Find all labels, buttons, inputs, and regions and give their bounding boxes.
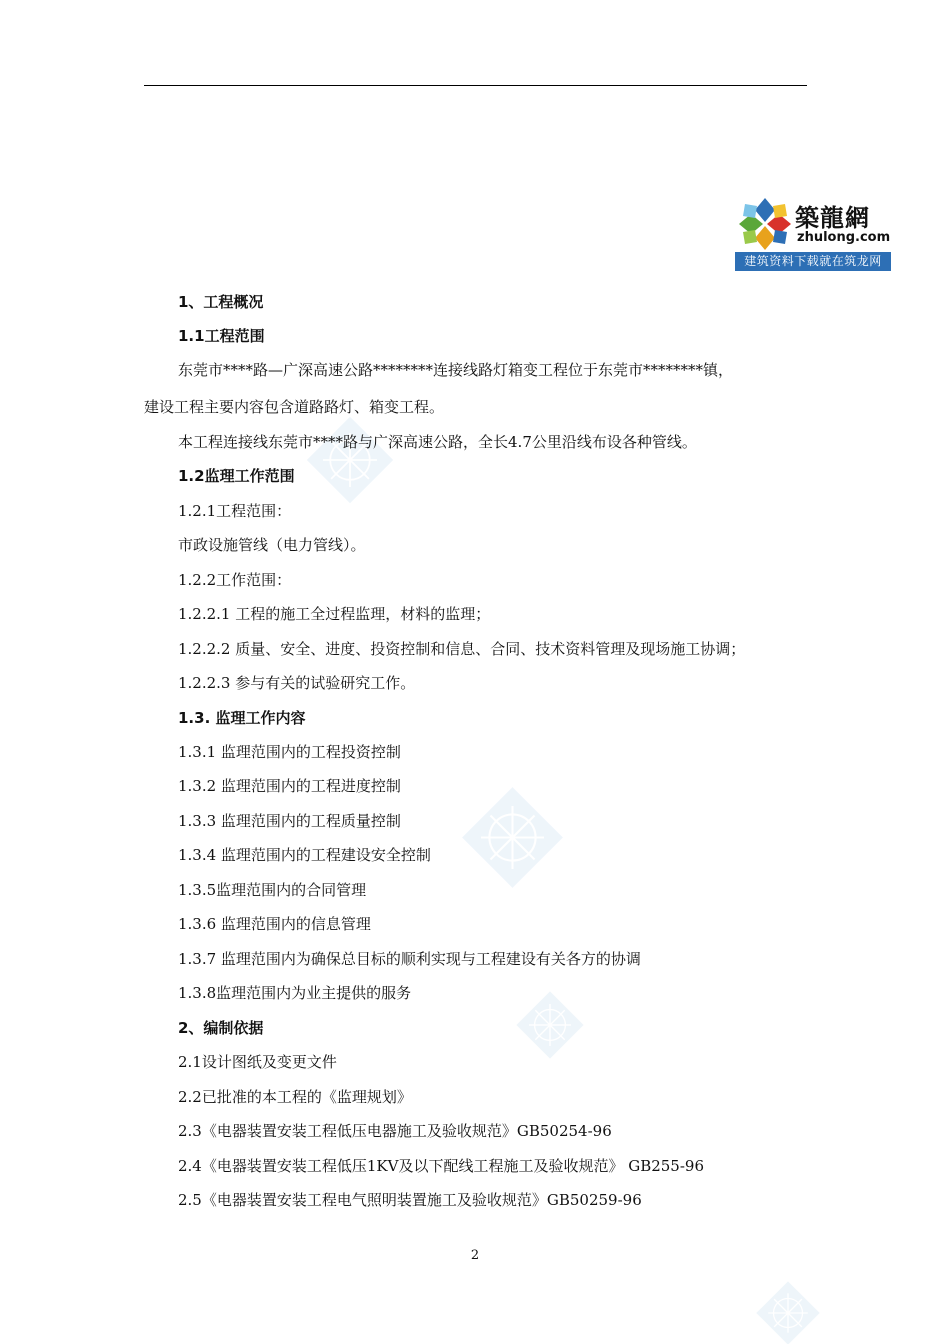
list-item: 2.4《电器装置安装工程低压1KV及以下配线工程施工及验收规范》 GB255-96 [178,1157,704,1175]
watermark-icon [460,785,565,890]
section-heading: 1、工程概况 [178,293,264,311]
page-number: 2 [470,1248,480,1263]
list-item: 1.2.2.1 工程的施工全过程监理，材料的监理； [178,605,491,623]
list-item: 1.2.2.3 参与有关的试验研究工作。 [178,674,416,692]
list-item: 2.5《电器装置安装工程电气照明装置施工及验收规范》GB50259-96 [178,1191,642,1209]
logo-slogan: 建筑资料下载就在筑龙网 [735,252,891,271]
watermark-icon [515,990,585,1060]
paragraph-line: 本工程连接线东莞市****路与广深高速公路，全长4.7公里沿线布设各种管线。 [178,433,697,451]
list-item: 1.2.1工程范围： [178,502,292,520]
list-item: 2.1设计图纸及变更文件 [178,1053,337,1071]
zhulong-emblem-icon [737,196,793,252]
watermark-icon [755,1280,821,1344]
list-item: 2.2已批准的本工程的《监理规划》 [178,1088,412,1106]
logo-domain: zhulong.com [797,230,891,245]
list-item: 2.3《电器装置安装工程低压电器施工及验收规范》GB50254-96 [178,1122,612,1140]
header-rule [144,85,807,86]
list-item: 1.3.7 监理范围内为确保总目标的顺利实现与工程建设有关各方的协调 [178,950,641,968]
list-item: 1.2.2.2 质量、安全、进度、投资控制和信息、合同、技术资料管理及现场施工协调； [178,640,746,658]
list-item: 1.3.5监理范围内的合同管理 [178,881,367,899]
watermark-icon [305,415,395,505]
list-item: 1.3.8监理范围内为业主提供的服务 [178,984,412,1002]
section-heading: 2、编制依据 [178,1019,264,1037]
list-item: 1.3.4 监理范围内的工程建设安全控制 [178,846,431,864]
list-item: 1.3.6 监理范围内的信息管理 [178,915,371,933]
subsection-heading: 1.2监理工作范围 [178,467,295,485]
list-item: 1.2.2工作范围： [178,571,292,589]
paragraph-line: 建设工程主要内容包含道路路灯、箱变工程。 [144,398,445,416]
list-item: 1.3.1 监理范围内的工程投资控制 [178,743,401,761]
logo-name: 築龍網 [795,203,870,232]
subsection-heading: 1.3. 监理工作内容 [178,709,306,727]
list-item: 1.3.2 监理范围内的工程进度控制 [178,777,401,795]
paragraph-line: 东莞市****路—广深高速公路********连接线路灯箱变工程位于东莞市********镇， [178,361,734,379]
subsection-heading: 1.1工程范围 [178,327,265,345]
paragraph-line: 市政设施管线（电力管线）。 [178,536,366,554]
list-item: 1.3.3 监理范围内的工程质量控制 [178,812,401,830]
zhulong-logo [735,194,891,272]
